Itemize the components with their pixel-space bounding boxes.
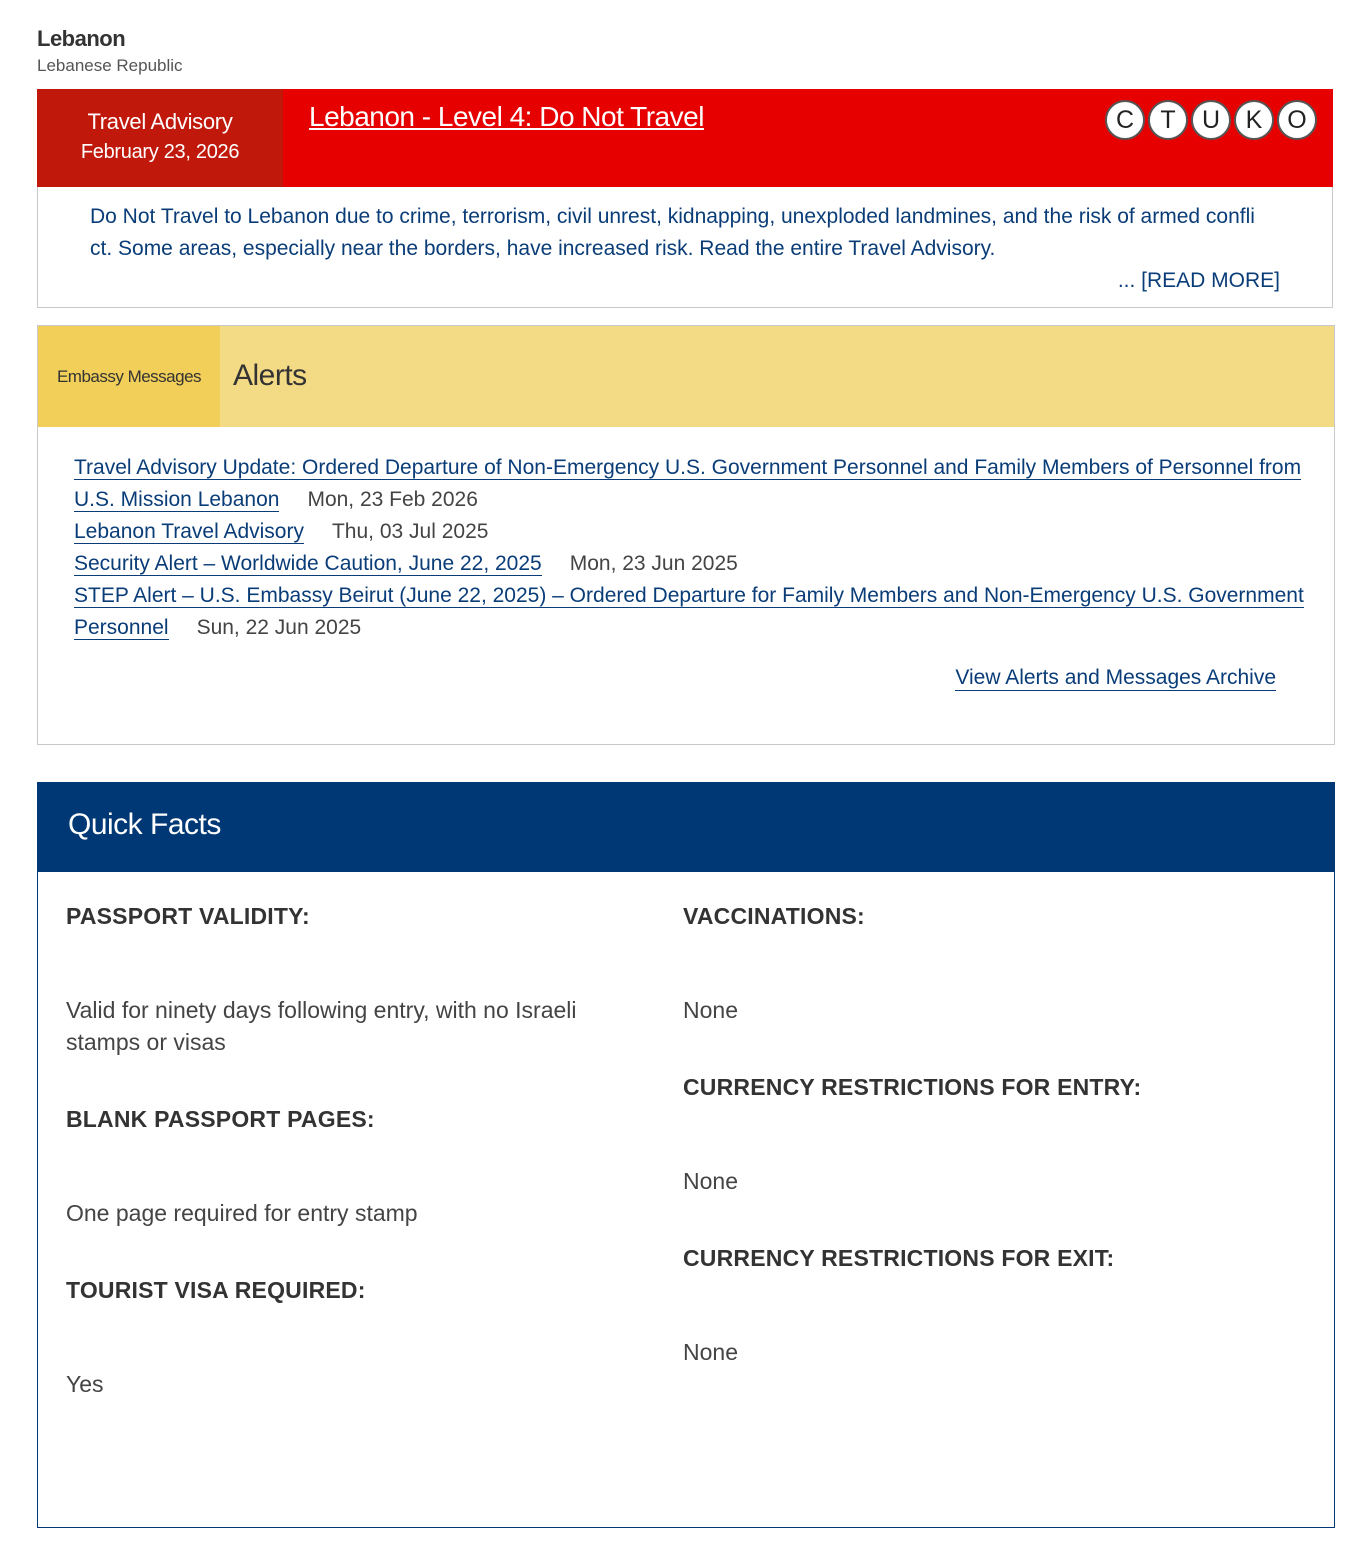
advisory-bar <box>37 89 1333 187</box>
alert-date: Sun, 22 Jun 2025 <box>196 616 362 639</box>
fact-label: TOURIST VISA REQUIRED: <box>66 1277 366 1303</box>
alert-date: Mon, 23 Feb 2026 <box>307 488 478 511</box>
alerts-header <box>38 326 1334 427</box>
advisory-date-box <box>37 89 283 187</box>
indicator-unrest-icon: U <box>1191 100 1231 140</box>
fact-label: CURRENCY RESTRICTIONS FOR EXIT: <box>683 1245 1115 1271</box>
indicator-terrorism-icon: T <box>1148 100 1188 140</box>
advisory-summary-line-1: Do Not Travel to Lebanon due to crime, terrorism, civil unrest, kidnapping, unexploded landmines, and the risk of armed confli <box>90 205 1255 228</box>
fact-label: PASSPORT VALIDITY: <box>66 903 310 929</box>
alerts-panel <box>37 325 1335 745</box>
alerts-title: Alerts <box>233 359 307 392</box>
alert-date: Thu, 03 Jul 2025 <box>331 520 489 543</box>
quick-facts-right-column <box>683 903 1243 1416</box>
advisory-date: February 23, 2026 <box>80 141 240 163</box>
indicator-kidnapping-icon: K <box>1234 100 1274 140</box>
fact-value: One page required for entry stamp <box>66 1200 418 1226</box>
advisory-summary-line-2: ct. Some areas, especially near the borders, have increased risk. Read the entire Travel Advisory. <box>90 237 996 260</box>
alert-date: Mon, 23 Jun 2025 <box>569 552 738 575</box>
travel-advisory-panel <box>37 89 1333 308</box>
country-official-name: Lebanese Republic <box>37 56 183 75</box>
embassy-messages-tab[interactable]: Embassy Messages <box>38 326 220 427</box>
fact-value: None <box>683 1168 738 1194</box>
fact-label: VACCINATIONS: <box>683 903 865 929</box>
quick-facts-title: Quick Facts <box>38 783 1334 872</box>
list-item <box>74 452 1304 516</box>
advisory-title-link[interactable]: Lebanon - Level 4: Do Not Travel <box>309 101 704 132</box>
risk-indicators <box>1105 100 1317 140</box>
read-more-link[interactable]: ... [READ MORE] <box>1117 269 1280 292</box>
list-item <box>74 548 1304 580</box>
fact-label: BLANK PASSPORT PAGES: <box>66 1106 375 1132</box>
fact-label: CURRENCY RESTRICTIONS FOR ENTRY: <box>683 1074 1142 1100</box>
alert-link[interactable]: STEP Alert – U.S. Embassy Beirut (June 22, 2025) – Ordered Departure for Family Members and Non-Emergency U.S. Government Personnel <box>74 584 1304 639</box>
alert-link[interactable]: Travel Advisory Update: Ordered Departure of Non-Emergency U.S. Government Personnel and Family Members of Personnel from U.S. Mission Lebanon <box>74 456 1302 511</box>
advisory-label: Travel Advisory <box>87 109 233 134</box>
quick-facts-left-column <box>66 903 626 1448</box>
country-header <box>37 26 183 76</box>
list-item <box>74 580 1304 644</box>
quick-facts-panel <box>37 782 1335 1528</box>
alert-link[interactable]: Security Alert – Worldwide Caution, June 22, 2025 <box>74 552 542 575</box>
alerts-archive-link[interactable]: View Alerts and Messages Archive <box>955 666 1276 689</box>
list-item <box>74 516 1304 548</box>
indicator-crime-icon: C <box>1105 100 1145 140</box>
fact-value: Yes <box>66 1371 104 1397</box>
fact-value: None <box>683 997 738 1023</box>
indicator-other-icon: O <box>1277 100 1317 140</box>
alerts-list <box>74 452 1304 644</box>
alert-link[interactable]: Lebanon Travel Advisory <box>74 520 304 543</box>
advisory-summary <box>37 187 1333 308</box>
country-name: Lebanon <box>37 26 126 51</box>
fact-value: None <box>683 1339 738 1365</box>
fact-value: Valid for ninety days following entry, with no Israeli stamps or visas <box>66 997 577 1055</box>
